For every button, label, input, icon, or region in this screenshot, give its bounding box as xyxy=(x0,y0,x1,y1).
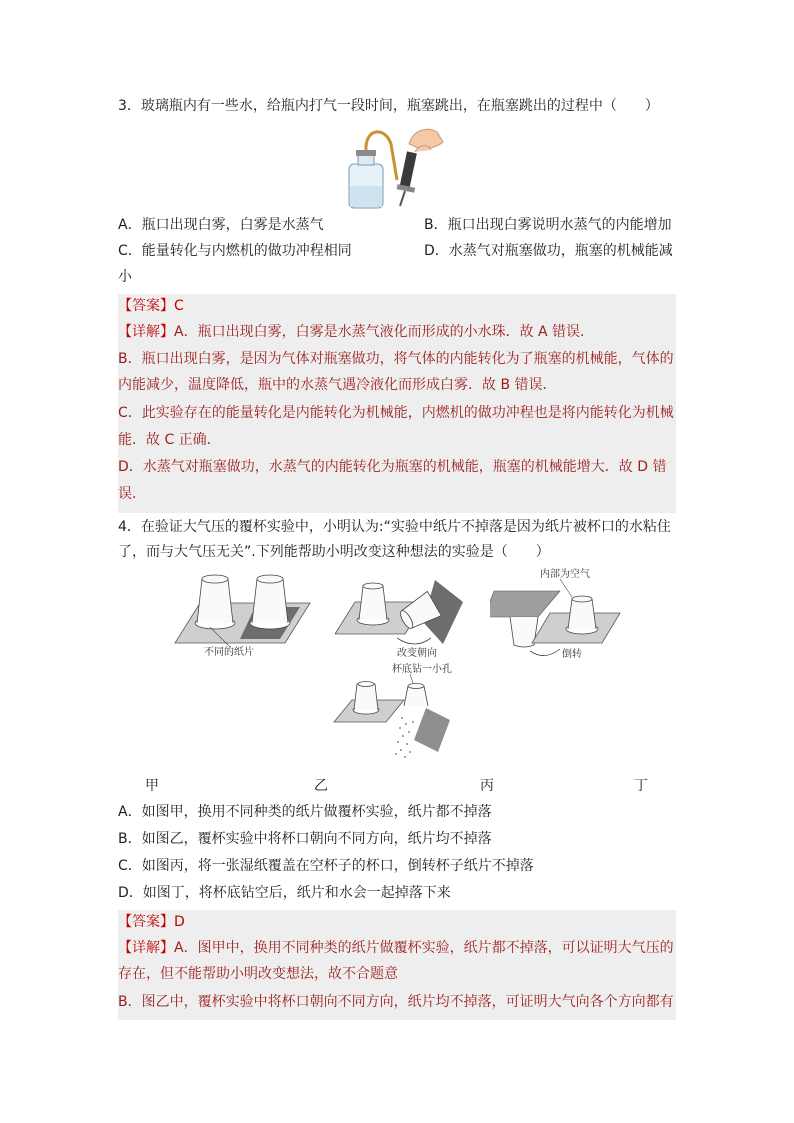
q3-detail-d-line1: D．水蒸气对瓶塞做功，水蒸气的内能转化为瓶塞的机械能，瓶塞的机械能增大．故 D 错 xyxy=(118,459,667,475)
cup-figure-ding xyxy=(330,662,470,762)
q3-option-d-continued: 小 xyxy=(118,269,132,285)
q3-option-a: A．瓶口出现白雾，白雾是水蒸气 xyxy=(118,217,324,233)
q3-option-d: D．水蒸气对瓶塞做功，瓶塞的机械能减 xyxy=(424,243,673,259)
caption-jia: 甲 xyxy=(145,778,159,794)
detail-text: A．图甲中，换用不同种类的纸片做覆杯实验，纸片都不掉落，可以证明大气压的 xyxy=(174,940,674,956)
answer-tag: 【答案】 xyxy=(118,914,174,930)
q4-detail-a-line2: 存在，但不能帮助小明改变想法，故不合题意 xyxy=(118,966,398,982)
q3-answer xyxy=(118,296,184,316)
q4-detail-b-line1: B．图乙中，覆杯实验中将杯口朝向不同方向，纸片均不掉落，可证明大气向各个方向都有 xyxy=(118,994,674,1010)
q3-detail-b-line2: 内能减少，温度降低，瓶中的水蒸气遇冷液化而形成白雾．故 B 错误． xyxy=(118,377,557,393)
detail-tag: 【详解】 xyxy=(118,940,174,956)
figure-label-yi: 改变朝向 xyxy=(397,648,437,659)
q3-detail-a xyxy=(118,322,594,342)
answer-value: C xyxy=(174,298,184,314)
q3-detail-b-line1: B．瓶口出现白雾，是因为气体对瓶塞做功，将气体的内能转化为了瓶塞的机械能，气体的 xyxy=(118,351,674,367)
detail-text: A．瓶口出现白雾，白雾是水蒸气液化而形成的小水珠．故 A 错误． xyxy=(174,324,595,340)
q4-option-b: B．如图乙，覆杯实验中将杯口朝向不同方向，纸片均不掉落 xyxy=(118,831,492,847)
cup-figure-jia xyxy=(170,565,320,660)
figure-label-jia: 不同的纸片 xyxy=(204,647,254,658)
detail-tag: 【详解】 xyxy=(118,324,174,340)
caption-ding: 丁 xyxy=(634,778,648,794)
caption-bing: 丙 xyxy=(480,778,494,794)
figure-label-bing-bottom: 倒转 xyxy=(562,649,582,660)
figure-label-ding: 杯底钻一小孔 xyxy=(392,664,452,675)
q3-detail-d-line2: 误． xyxy=(118,486,146,502)
cup-figure-yi xyxy=(335,572,470,662)
q3-detail-c-line1: C．此实验存在的能量转化是内能转化为机械能，内燃机的做功冲程也是将内能转化为机械 xyxy=(118,405,674,421)
answer-value: D xyxy=(174,914,185,930)
cup-figure-bing xyxy=(490,565,630,665)
q3-stem: 3．玻璃瓶内有一些水，给瓶内打气一段时间，瓶塞跳出，在瓶塞跳出的过程中（ ） xyxy=(118,98,659,114)
caption-yi: 乙 xyxy=(314,778,328,794)
q4-detail-a-line1 xyxy=(118,938,674,958)
q4-option-c: C．如图丙，将一张湿纸覆盖在空杯子的杯口，倒转杯子纸片不掉落 xyxy=(118,858,534,874)
q4-option-a: A．如图甲，换用不同种类的纸片做覆杯实验，纸片都不掉落 xyxy=(118,804,492,820)
q3-detail-c-line2: 能．故 C 正确． xyxy=(118,432,221,448)
q3-option-c: C．能量转化与内燃机的做功冲程相同 xyxy=(118,243,352,259)
q4-stem-line2: 了，而与大气压无关”.下列能帮助小明改变这种想法的实验是（ ） xyxy=(118,544,550,560)
answer-tag: 【答案】 xyxy=(118,298,174,314)
pump-bottle-figure xyxy=(345,122,450,212)
q4-answer xyxy=(118,912,185,932)
q4-option-d: D．如图丁，将杯底钻空后，纸片和水会一起掉落下来 xyxy=(118,885,451,901)
figure-label-bing-top: 内部为空气 xyxy=(540,569,590,580)
q4-stem-line1: 4．在验证大气压的覆杯实验中，小明认为:“实验中纸片不掉落是因为纸片被杯口的水粘住 xyxy=(118,519,671,535)
q3-option-b: B．瓶口出现白雾说明水蒸气的内能增加 xyxy=(424,217,672,233)
